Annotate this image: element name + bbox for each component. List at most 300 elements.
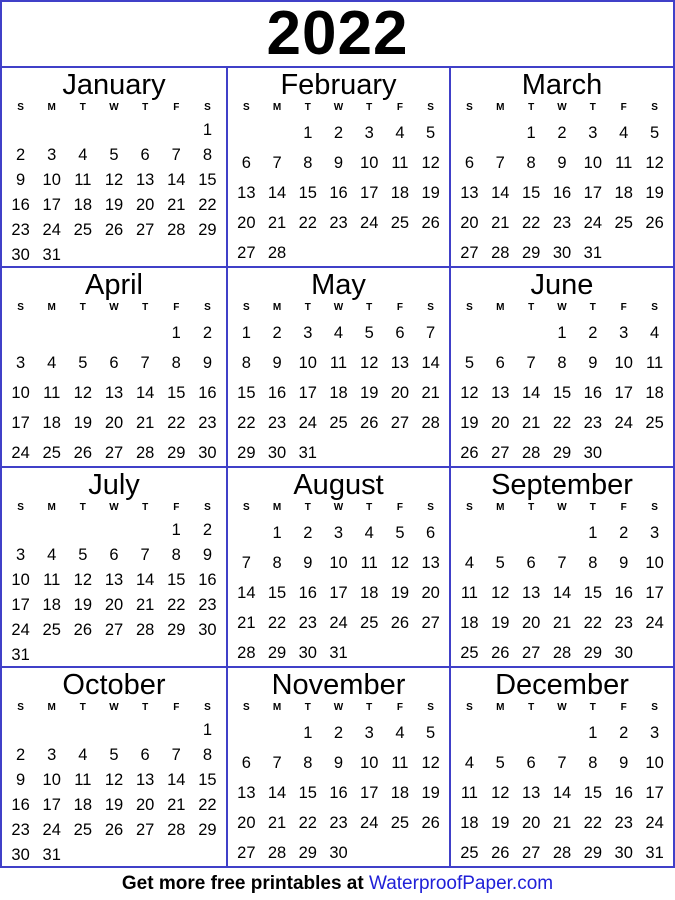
week-row xyxy=(5,318,223,348)
empty-day-cell xyxy=(5,318,36,348)
empty-day-cell xyxy=(67,843,98,866)
empty-day-cell xyxy=(67,518,98,543)
empty-day-cell xyxy=(415,238,446,266)
weekday-label: W xyxy=(557,702,567,713)
day-cell: 7 xyxy=(272,154,282,172)
empty-day-cell xyxy=(130,643,161,666)
day-cell: 27 xyxy=(421,614,440,632)
day-cell: 4 xyxy=(78,746,88,764)
weekday-label: S xyxy=(204,302,211,313)
month-name: April xyxy=(84,269,143,301)
empty-day-cell xyxy=(485,518,516,548)
weekday-label: W xyxy=(109,102,119,113)
week-row xyxy=(454,438,670,466)
empty-day-cell xyxy=(98,843,129,866)
day-cell: 4 xyxy=(649,324,660,342)
week-row xyxy=(231,408,446,438)
day-cell: 22 xyxy=(167,414,186,432)
day-cell: 9 xyxy=(619,554,629,572)
day-cell: 20 xyxy=(135,196,155,214)
day-cell: 22 xyxy=(583,614,603,632)
day-cell: 11 xyxy=(43,571,61,589)
weekday-label: F xyxy=(396,502,403,513)
day-cell: 24 xyxy=(42,221,61,239)
day-cell: 9 xyxy=(333,754,344,772)
empty-day-cell xyxy=(67,718,98,743)
day-cell: 6 xyxy=(241,154,251,172)
empty-day-cell xyxy=(67,643,98,666)
day-cell: 13 xyxy=(491,384,510,402)
day-cell: 8 xyxy=(526,154,536,172)
day-cell: 2 xyxy=(557,124,567,142)
weekday-label: S xyxy=(427,302,434,313)
weekday-label: T xyxy=(528,302,535,313)
day-cell: 6 xyxy=(241,754,251,772)
footer-link[interactable]: WaterproofPaper.com xyxy=(368,873,554,894)
month-name: November xyxy=(271,669,406,701)
day-cell: 4 xyxy=(395,124,405,142)
day-cell: 27 xyxy=(135,821,155,839)
day-cell: 26 xyxy=(645,214,664,232)
day-cell: 2 xyxy=(202,324,212,342)
day-cell: 3 xyxy=(364,724,374,742)
empty-day-cell xyxy=(608,438,639,466)
empty-day-cell xyxy=(516,718,547,748)
day-cell: 6 xyxy=(426,524,436,542)
day-cell: 13 xyxy=(237,184,256,202)
week-row xyxy=(454,178,670,208)
day-cell: 30 xyxy=(11,846,30,864)
day-cell: 19 xyxy=(390,584,410,602)
day-cell: 14 xyxy=(491,184,510,202)
week-row xyxy=(231,718,446,748)
day-cell: 4 xyxy=(395,724,405,742)
day-cell: 28 xyxy=(521,444,541,462)
day-cell: 7 xyxy=(171,146,181,164)
week-row xyxy=(454,318,670,348)
weekday-label: F xyxy=(173,702,180,713)
week-row xyxy=(5,348,223,378)
day-cell: 27 xyxy=(390,414,410,432)
day-cell: 21 xyxy=(135,414,155,432)
empty-day-cell xyxy=(354,438,385,466)
day-cell: 14 xyxy=(521,384,541,402)
week-row xyxy=(231,838,446,866)
day-cell: 25 xyxy=(42,444,61,462)
day-cell: 29 xyxy=(521,244,541,262)
empty-day-cell xyxy=(192,843,223,866)
day-cell: 11 xyxy=(74,771,92,789)
weekday-label: M xyxy=(47,502,56,513)
empty-day-cell xyxy=(231,518,262,548)
empty-day-cell xyxy=(36,643,67,666)
day-cell: 20 xyxy=(421,584,440,602)
day-cell: 27 xyxy=(104,621,124,639)
day-cell: 5 xyxy=(78,546,88,564)
empty-day-cell xyxy=(98,318,129,348)
day-cell: 21 xyxy=(267,214,287,232)
day-cell: 18 xyxy=(329,384,348,402)
day-cell: 21 xyxy=(552,814,572,832)
empty-day-cell xyxy=(130,243,161,266)
day-cell: 22 xyxy=(267,614,287,632)
day-cell: 25 xyxy=(460,644,479,662)
month-february xyxy=(226,66,449,266)
day-cell: 12 xyxy=(104,171,124,189)
day-cell: 28 xyxy=(135,444,155,462)
weekday-label: S xyxy=(243,102,250,113)
week-row xyxy=(231,378,446,408)
weekday-label: F xyxy=(396,702,403,713)
day-cell: 25 xyxy=(390,214,410,232)
day-cell: 8 xyxy=(171,354,181,372)
day-cell: 1 xyxy=(303,124,313,142)
weekday-header xyxy=(231,101,446,115)
footer xyxy=(0,868,675,900)
day-cell: 19 xyxy=(360,384,379,402)
weekday-label: S xyxy=(17,302,24,313)
week-row xyxy=(231,238,446,266)
day-cell: 2 xyxy=(333,124,344,142)
weekday-label: S xyxy=(204,702,211,713)
day-cell: 3 xyxy=(15,354,26,372)
week-row xyxy=(231,518,446,548)
day-cell: 20 xyxy=(237,814,256,832)
empty-day-cell xyxy=(130,118,161,143)
day-cell: 30 xyxy=(329,844,348,862)
day-cell: 2 xyxy=(272,324,282,342)
weekday-label: S xyxy=(651,502,658,513)
day-cell: 17 xyxy=(11,596,30,614)
empty-day-cell xyxy=(415,438,446,466)
day-cell: 5 xyxy=(426,124,436,142)
day-cell: 9 xyxy=(202,354,212,372)
day-cell: 14 xyxy=(421,354,440,372)
empty-day-cell xyxy=(5,718,36,743)
week-row xyxy=(231,438,446,466)
day-cell: 24 xyxy=(583,214,603,232)
empty-day-cell xyxy=(385,238,416,266)
month-october xyxy=(2,666,226,866)
day-cell: 21 xyxy=(521,414,541,432)
day-cell: 3 xyxy=(649,724,660,742)
weekday-label: T xyxy=(528,102,535,113)
month-june xyxy=(449,266,673,466)
day-cell: 24 xyxy=(11,621,30,639)
week-row xyxy=(5,518,223,543)
weekday-label: M xyxy=(272,102,282,113)
empty-day-cell xyxy=(231,118,262,148)
month-july xyxy=(2,466,226,666)
day-cell: 11 xyxy=(646,354,664,372)
day-cell: 18 xyxy=(614,184,633,202)
day-cell: 12 xyxy=(460,384,479,402)
month-name: August xyxy=(293,469,384,501)
empty-day-cell xyxy=(454,518,485,548)
weekday-label: W xyxy=(109,502,119,513)
day-cell: 6 xyxy=(495,354,505,372)
day-cell: 29 xyxy=(583,644,603,662)
weekday-label: F xyxy=(620,302,627,313)
empty-day-cell xyxy=(67,118,98,143)
day-cell: 19 xyxy=(421,184,440,202)
empty-day-cell xyxy=(231,718,262,748)
day-cell: 4 xyxy=(333,324,344,342)
day-cell: 16 xyxy=(198,384,217,402)
day-cell: 6 xyxy=(395,324,405,342)
weekday-header xyxy=(454,501,670,515)
week-row xyxy=(454,778,670,808)
day-cell: 22 xyxy=(298,814,317,832)
day-cell: 10 xyxy=(614,354,633,372)
weekday-header xyxy=(454,301,670,315)
day-cell: 28 xyxy=(237,644,256,662)
day-cell: 4 xyxy=(364,524,374,542)
week-row xyxy=(454,608,670,638)
empty-day-cell xyxy=(36,118,67,143)
month-name: July xyxy=(88,469,140,501)
week-row xyxy=(454,638,670,666)
day-cell: 19 xyxy=(73,414,93,432)
day-cell: 2 xyxy=(202,521,212,539)
day-cell: 1 xyxy=(588,724,598,742)
month-may xyxy=(226,266,449,466)
day-cell: 26 xyxy=(104,221,124,239)
day-cell: 17 xyxy=(614,384,633,402)
day-cell: 30 xyxy=(267,444,287,462)
empty-day-cell xyxy=(98,643,129,666)
day-cell: 25 xyxy=(360,614,379,632)
empty-day-cell xyxy=(67,318,98,348)
day-cell: 2 xyxy=(15,146,26,164)
weekday-label: T xyxy=(79,502,86,513)
empty-day-cell xyxy=(323,238,354,266)
day-cell: 3 xyxy=(15,546,26,564)
day-cell: 4 xyxy=(47,546,57,564)
weekday-label: W xyxy=(557,502,567,513)
day-cell: 6 xyxy=(109,354,119,372)
day-cell: 17 xyxy=(42,796,61,814)
weekday-label: F xyxy=(620,502,627,513)
day-cell: 26 xyxy=(360,414,379,432)
empty-day-cell xyxy=(485,318,516,348)
day-cell: 18 xyxy=(73,196,93,214)
day-cell: 21 xyxy=(491,214,510,232)
day-cell: 26 xyxy=(73,621,93,639)
week-row xyxy=(231,118,446,148)
month-august xyxy=(226,466,449,666)
weekday-label: S xyxy=(651,302,658,313)
day-cell: 26 xyxy=(460,444,479,462)
day-cell: 23 xyxy=(11,821,30,839)
day-cell: 25 xyxy=(42,621,61,639)
day-cell: 7 xyxy=(557,754,567,772)
day-cell: 19 xyxy=(460,414,479,432)
day-cell: 5 xyxy=(78,354,88,372)
month-name: September xyxy=(491,469,633,501)
day-cell: 12 xyxy=(390,554,410,572)
day-cell: 13 xyxy=(104,384,124,402)
day-cell: 5 xyxy=(495,554,505,572)
day-cell: 13 xyxy=(135,771,155,789)
day-cell: 9 xyxy=(272,354,282,372)
weekday-label: F xyxy=(396,302,403,313)
day-cell: 15 xyxy=(237,384,256,402)
day-cell: 17 xyxy=(645,584,664,602)
day-cell: 28 xyxy=(267,844,287,862)
day-cell: 30 xyxy=(583,444,603,462)
weekday-header xyxy=(231,501,446,515)
day-cell: 10 xyxy=(360,154,379,172)
day-cell: 27 xyxy=(521,844,541,862)
weekday-label: F xyxy=(396,102,403,113)
empty-day-cell xyxy=(161,243,192,266)
day-cell: 5 xyxy=(426,724,436,742)
week-row xyxy=(5,568,223,593)
day-cell: 28 xyxy=(135,621,155,639)
day-cell: 16 xyxy=(614,584,633,602)
day-cell: 6 xyxy=(109,546,119,564)
day-cell: 14 xyxy=(267,784,287,802)
week-row xyxy=(5,408,223,438)
day-cell: 2 xyxy=(15,746,26,764)
day-cell: 1 xyxy=(526,124,536,142)
empty-day-cell xyxy=(354,238,385,266)
day-cell: 5 xyxy=(464,354,475,372)
day-cell: 14 xyxy=(135,384,155,402)
day-cell: 4 xyxy=(464,554,475,572)
day-cell: 30 xyxy=(552,244,572,262)
day-cell: 21 xyxy=(135,596,155,614)
day-cell: 2 xyxy=(619,524,629,542)
weekday-header xyxy=(5,101,223,115)
day-cell: 11 xyxy=(460,584,478,602)
day-cell: 15 xyxy=(552,384,572,402)
empty-day-cell xyxy=(415,638,446,666)
empty-day-cell xyxy=(292,238,323,266)
weekday-label: S xyxy=(651,102,658,113)
empty-day-cell xyxy=(262,118,293,148)
day-cell: 29 xyxy=(583,844,603,862)
day-cell: 16 xyxy=(198,571,217,589)
day-cell: 14 xyxy=(237,584,256,602)
day-cell: 7 xyxy=(140,546,150,564)
day-cell: 19 xyxy=(491,814,510,832)
day-cell: 25 xyxy=(73,221,93,239)
day-cell: 16 xyxy=(329,784,348,802)
day-cell: 10 xyxy=(645,554,664,572)
weekday-label: W xyxy=(109,702,119,713)
weekday-label: M xyxy=(47,102,56,113)
day-cell: 28 xyxy=(552,844,572,862)
day-cell: 29 xyxy=(237,444,256,462)
empty-day-cell xyxy=(354,838,385,866)
day-cell: 21 xyxy=(237,614,256,632)
day-cell: 25 xyxy=(460,844,479,862)
week-row xyxy=(231,318,446,348)
weekday-label: F xyxy=(620,702,627,713)
weekday-label: W xyxy=(333,702,344,713)
day-cell: 27 xyxy=(521,644,541,662)
day-cell: 27 xyxy=(237,244,256,262)
day-cell: 20 xyxy=(460,214,479,232)
day-cell: 19 xyxy=(104,796,124,814)
day-cell: 16 xyxy=(583,384,603,402)
day-cell: 16 xyxy=(614,784,633,802)
day-cell: 31 xyxy=(298,444,317,462)
week-row xyxy=(454,118,670,148)
day-cell: 14 xyxy=(167,771,186,789)
weekday-label: T xyxy=(304,502,311,513)
year-title: 2022 xyxy=(266,0,409,68)
day-cell: 10 xyxy=(11,384,30,402)
day-cell: 26 xyxy=(421,214,440,232)
day-cell: 29 xyxy=(298,844,317,862)
day-cell: 4 xyxy=(78,146,88,164)
day-cell: 24 xyxy=(11,444,30,462)
day-cell: 12 xyxy=(421,154,440,172)
day-cell: 20 xyxy=(104,414,124,432)
month-name: December xyxy=(495,669,629,701)
day-cell: 15 xyxy=(167,571,186,589)
day-cell: 19 xyxy=(421,784,440,802)
empty-day-cell xyxy=(547,518,578,548)
day-cell: 21 xyxy=(167,196,186,214)
empty-day-cell xyxy=(98,243,129,266)
day-cell: 22 xyxy=(521,214,541,232)
day-cell: 27 xyxy=(491,444,510,462)
day-cell: 5 xyxy=(364,324,374,342)
day-cell: 24 xyxy=(298,414,317,432)
week-row xyxy=(454,578,670,608)
day-cell: 11 xyxy=(391,154,409,172)
day-cell: 16 xyxy=(298,584,317,602)
month-december xyxy=(449,666,673,866)
day-cell: 11 xyxy=(74,171,92,189)
day-cell: 11 xyxy=(360,554,378,572)
day-cell: 23 xyxy=(552,214,572,232)
weekday-label: T xyxy=(304,702,311,713)
day-cell: 4 xyxy=(47,354,57,372)
day-cell: 26 xyxy=(421,814,440,832)
day-cell: 24 xyxy=(329,614,348,632)
week-row xyxy=(231,178,446,208)
weekday-label: T xyxy=(528,702,535,713)
day-cell: 18 xyxy=(360,584,379,602)
day-cell: 29 xyxy=(198,821,217,839)
day-cell: 16 xyxy=(267,384,287,402)
day-cell: 23 xyxy=(614,814,633,832)
weekday-label: T xyxy=(366,702,373,713)
weekday-label: S xyxy=(243,502,250,513)
day-cell: 9 xyxy=(557,154,567,172)
weekday-label: M xyxy=(272,502,282,513)
empty-day-cell xyxy=(354,638,385,666)
day-cell: 8 xyxy=(171,546,181,564)
empty-day-cell xyxy=(454,118,485,148)
day-cell: 23 xyxy=(583,414,603,432)
weekday-label: S xyxy=(204,102,211,113)
day-cell: 24 xyxy=(360,214,379,232)
day-cell: 11 xyxy=(460,784,478,802)
day-cell: 28 xyxy=(167,221,186,239)
empty-day-cell xyxy=(130,843,161,866)
weekday-label: T xyxy=(142,702,149,713)
day-cell: 12 xyxy=(491,584,510,602)
day-cell: 20 xyxy=(521,814,541,832)
week-row xyxy=(231,548,446,578)
day-cell: 3 xyxy=(619,324,629,342)
